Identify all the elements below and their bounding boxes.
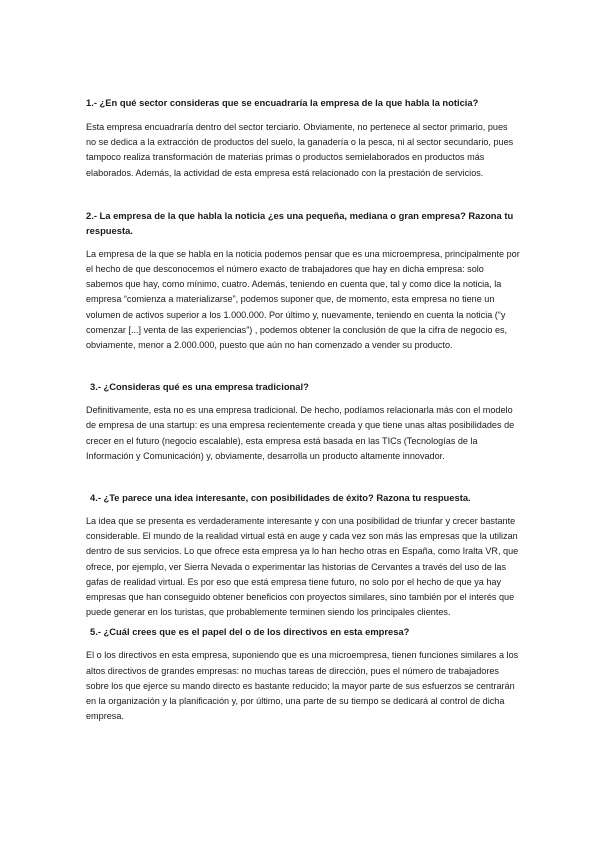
question-heading-1: 1.- ¿En qué sector consideras que se encuadraría la empresa de la que habla la noticia?	[86, 97, 479, 108]
question-heading-5: 5.- ¿Cuál crees que es el papel del o de los directivos en esta empresa?	[90, 626, 410, 638]
question-heading-3: 3.- ¿Consideras qué es una empresa tradicional?	[90, 381, 309, 393]
question-section-3	[86, 379, 520, 464]
answer-paragraph-4: La idea que se presenta es verdaderamente interesante y con una posibilidad de triunfar y crecer bastante considerable. El mundo de la realidad virtual está en auge y cada vez son más las empresas que la utilizan dentro de sus servicios. Lo que ofrece esta empresa ya lo han hecho otras en España, como Iralta VR, que ofrece, por ejemplo, ver Sierra Nevada o experimentar las historias de Cervantes a través del uso de las gafas de realidad virtual. Es por eso que está empresa tiene futuro, no solo por el hecho de que ya hay empresas que han conseguido obtener beneficios con proyectos similares, sino también por el interés que puede generar en los turistas, que probablemente terminen siendo los principales clientes.	[86, 516, 519, 618]
question-section-1	[86, 95, 520, 181]
question-heading-4: 4.- ¿Te parece una idea interesante, con posibilidades de éxito? Razona tu respuesta.	[90, 492, 471, 504]
answer-paragraph-3: Definitivamente, esta no es una empresa tradicional. De hecho, podíamos relacionarla más con el modelo de empresa de una startup: es una empresa recientemente creada y que tiene unas altas posibilidades de crecer en el futuro (negocio escalable), esta empresa está basada en las TICs (Tecnologías de la Información y Comunicación) y, obviamente, desarrolla un producto altamente innovador.	[86, 405, 515, 461]
question-section-5	[86, 624, 520, 724]
question-heading-2: 2.- La empresa de la que habla la noticia ¿es una pequeña, mediana o gran empresa? Razona tu respuesta.	[86, 209, 514, 236]
answer-paragraph-2: La empresa de la que se habla en la noticia podemos pensar que es una microempresa, principalmente por el hecho de que desconocemos el número exacto de trabajadores que hay en dicha empresa: solo sabemos que hay, como mínimo, cuatro. Además, teniendo en cuenta que, tal y como dice la noticia, la empresa “comienza a materializarse”, podemos suponer que, de momento, esta empresa no tiene un volumen de activos superior a los 1.000.000. Por último y, nuevamente, teniendo en cuenta la noticia (“y comenzar [...] venta de las experiencias”) , podemos obtener la conclusión de que la cifra de negocio es, obviamente, menor a 2.000.000, puesto que aún no han comenzado a vender su producto.	[86, 248, 520, 351]
answer-paragraph-1: Esta empresa encuadraría dentro del sector terciario. Obviamente, no pertenece al sector primario, pues no se dedica a la extracción de productos del suelo, la ganadería o la pesca, ni al sector secundario, pues tampoco realiza transformación de materias primas o productos semielaborados en productos más elaborados. Además, la actividad de esta empresa está relacionado con la prestación de servicios.	[86, 122, 514, 178]
question-section-4	[86, 490, 520, 620]
question-section-2	[86, 208, 520, 353]
answer-paragraph-5: El o los directivos en esta empresa, suponiendo que es una microempresa, tienen funciones similares a los altos directivos de grandes empresas: no muchas tareas de dirección, pues el número de trabajadores sobre los que ejerce su mando directo es bastante reducido; la mayor parte de sus esfuerzos se centrarán en la organización y la planificación y, por último, una parte de su tiempo se dedicará al control de dicha empresa.	[86, 650, 519, 722]
